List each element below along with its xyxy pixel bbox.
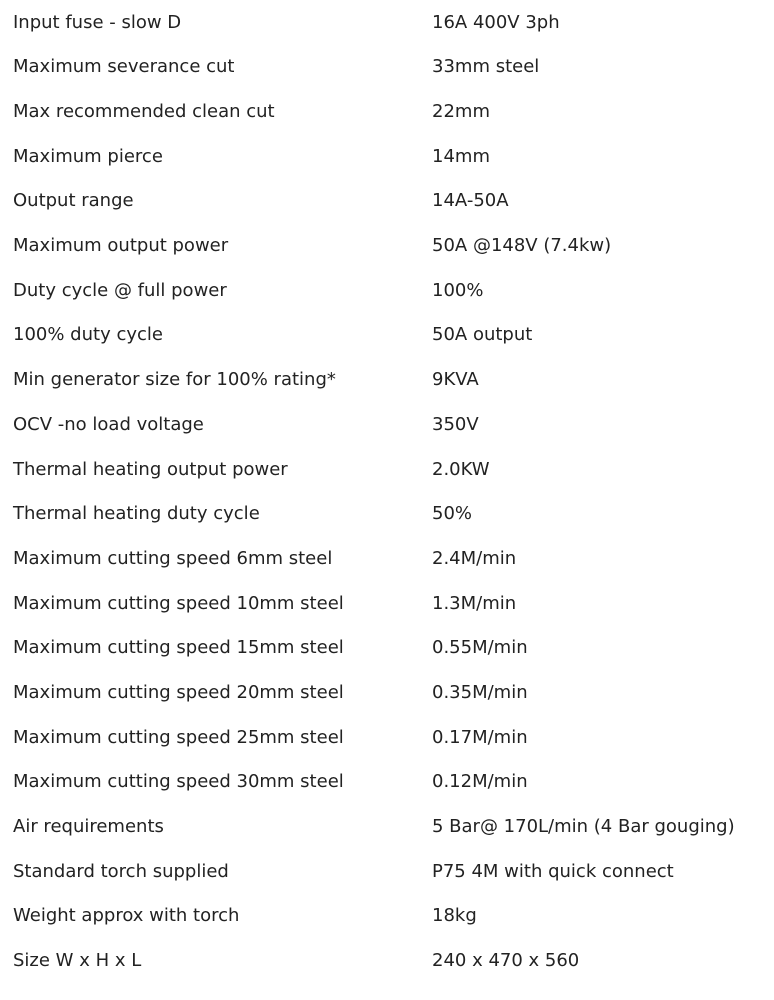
spec-label: Thermal heating duty cycle [13, 503, 260, 525]
spec-label: Size W x H x L [13, 950, 142, 972]
spec-row [0, 90, 774, 135]
spec-label: Maximum cutting speed 20mm steel [13, 681, 344, 703]
spec-row [0, 760, 774, 805]
spec-label: Weight approx with torch [13, 905, 240, 927]
spec-value: 0.55M/min [432, 637, 528, 659]
spec-row [0, 492, 774, 537]
spec-row [0, 313, 774, 358]
spec-value: 50A output [432, 324, 533, 346]
spec-value: 50A @148V (7.4kw) [432, 235, 612, 257]
spec-label: Maximum cutting speed 30mm steel [13, 771, 344, 793]
spec-label: Maximum cutting speed 15mm steel [13, 637, 344, 659]
spec-label: Standard torch supplied [13, 860, 229, 882]
spec-row [0, 224, 774, 269]
spec-label: Max recommended clean cut [13, 101, 275, 123]
spec-label: Maximum output power [13, 235, 229, 257]
spec-label: Maximum severance cut [13, 56, 235, 78]
spec-row [0, 403, 774, 448]
spec-row [0, 268, 774, 313]
spec-value: 2.4M/min [432, 547, 517, 569]
spec-value: 16A 400V 3ph [432, 11, 560, 33]
spec-value: 240 x 470 x 560 [432, 950, 580, 972]
spec-value: 14A-50A [432, 190, 509, 212]
spec-value: 18kg [432, 905, 477, 927]
spec-value: 0.35M/min [432, 681, 528, 703]
spec-value: 100% [432, 279, 484, 301]
spec-label: Maximum cutting speed 25mm steel [13, 726, 344, 748]
spec-label: Maximum pierce [13, 145, 163, 167]
spec-label: Maximum cutting speed 10mm steel [13, 592, 344, 614]
spec-row [0, 358, 774, 403]
spec-value: 1.3M/min [432, 592, 517, 614]
spec-row [0, 45, 774, 90]
spec-row [0, 805, 774, 850]
spec-value: 22mm [432, 101, 490, 123]
spec-row [0, 715, 774, 760]
spec-row [0, 626, 774, 671]
spec-label: Input fuse - slow D [13, 11, 182, 33]
spec-row [0, 894, 774, 939]
spec-value: 0.12M/min [432, 771, 528, 793]
spec-value: 5 Bar@ 170L/min (4 Bar gouging) [432, 816, 735, 838]
spec-row [0, 134, 774, 179]
spec-label: OCV -no load voltage [13, 413, 204, 435]
spec-value: 9KVA [432, 369, 479, 391]
spec-row [0, 671, 774, 716]
spec-value: 2.0KW [432, 458, 490, 480]
spec-label: Output range [13, 190, 134, 212]
spec-row [0, 537, 774, 582]
spec-value: 14mm [432, 145, 490, 167]
spec-value: 350V [432, 413, 479, 435]
spec-value: P75 4M with quick connect [432, 860, 674, 882]
spec-row [0, 581, 774, 626]
spec-label: 100% duty cycle [13, 324, 163, 346]
spec-value: 0.17M/min [432, 726, 528, 748]
spec-label: Thermal heating output power [13, 458, 288, 480]
spec-row [0, 939, 774, 984]
spec-label: Maximum cutting speed 6mm steel [13, 547, 333, 569]
spec-label: Duty cycle @ full power [13, 279, 227, 301]
spec-row [0, 447, 774, 492]
spec-row [0, 179, 774, 224]
spec-label: Min generator size for 100% rating* [13, 369, 336, 391]
spec-value: 33mm steel [432, 56, 540, 78]
spec-row [0, 849, 774, 894]
spec-label: Air requirements [13, 816, 164, 838]
spec-row [0, 0, 774, 45]
spec-value: 50% [432, 503, 473, 525]
